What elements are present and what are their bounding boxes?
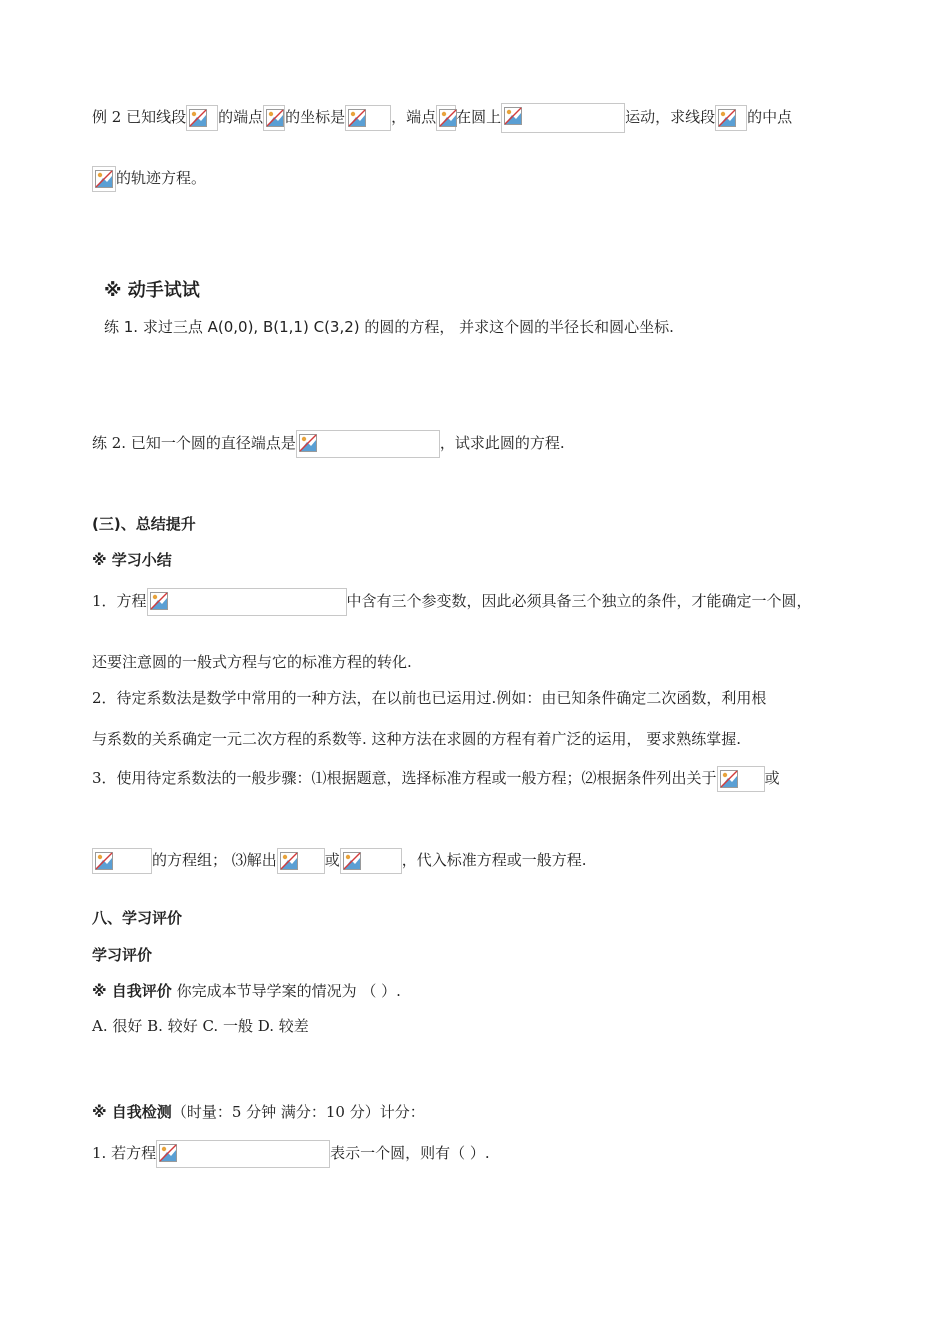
formula-image xyxy=(436,105,456,131)
summary-subheading: ※ 学习小结 xyxy=(92,551,172,569)
summary-item-2: 2．待定系数法是数学中常用的一种方法，在以前也已运用过.例如：由已知条件确定二次函数，利用根 xyxy=(92,689,767,707)
example2-text-2: 的端点 xyxy=(218,108,264,126)
broken-image-icon xyxy=(504,107,522,125)
broken-image-icon xyxy=(720,770,738,788)
example2-line2-text: 的轨迹方程。 xyxy=(116,169,207,187)
summary-item-3-text-d: ，代入标准方程或一般方程. xyxy=(401,851,587,869)
exercise-2-text-b: ，试求此圆的方程. xyxy=(439,434,565,452)
summary-item-3 xyxy=(92,766,780,792)
formula-image xyxy=(92,166,116,192)
summary-item-1 xyxy=(92,588,812,616)
summary-item-3-text-a: 3．使用待定系数法的一般步骤：⑴根据题意，选择标准方程或一般方程；⑵根据条件列出关于 xyxy=(92,769,717,787)
self-evaluation xyxy=(92,981,401,1001)
summary-item-1-text-b: 中含有三个参变数，因此必须具备三个独立的条件，才能确定一个圆， xyxy=(346,592,812,610)
formula-image xyxy=(277,848,325,874)
evaluation-heading: 八、学习评价 xyxy=(92,909,183,927)
question-1 xyxy=(92,1140,490,1168)
formula-image xyxy=(186,105,218,131)
broken-image-icon xyxy=(95,170,113,188)
example2-text-5: 在圆上 xyxy=(456,108,502,126)
formula-image xyxy=(156,1140,330,1168)
example2-text-4: ，端点 xyxy=(391,108,437,126)
broken-image-icon xyxy=(348,109,366,127)
broken-image-icon xyxy=(718,109,736,127)
example2-text-7: 的中点 xyxy=(747,108,793,126)
question-1-text-b: 表示一个圆，则有（ ）. xyxy=(330,1144,490,1162)
summary-item-2-cont: 与系数的关系确定一元二次方程的系数等. 这种方法在求圆的方程有着广泛的运用， 要求熟练掌握. xyxy=(92,730,742,748)
evaluation-options: A. 很好 B. 较好 C. 一般 D. 较差 xyxy=(92,1017,309,1035)
formula-image xyxy=(340,848,402,874)
broken-image-icon xyxy=(189,109,207,127)
self-test-label: ※ 自我检测 xyxy=(92,1103,172,1121)
summary-item-3-text-b: 的方程组； ⑶解出 xyxy=(152,851,277,869)
example2-text-1: 例 2 已知线段 xyxy=(92,108,187,126)
formula-image xyxy=(717,766,765,792)
evaluation-subheading: 学习评价 xyxy=(92,946,153,964)
broken-image-icon xyxy=(150,592,168,610)
broken-image-icon xyxy=(280,852,298,870)
try-heading: ※ 动手试试 xyxy=(104,280,200,301)
exercise-1: 练 1. 求过三点 A(0,0), B(1,1) C(3,2) 的圆的方程， 并求这个圆的半径长和圆心坐标. xyxy=(104,318,674,336)
formula-image xyxy=(345,105,391,131)
broken-image-icon xyxy=(439,109,457,127)
summary-heading: (三)、总结提升 xyxy=(92,515,196,533)
summary-item-3-text-c: 或 xyxy=(324,851,340,869)
summary-item-1-cont: 还要注意圆的一般式方程与它的标准方程的转化. xyxy=(92,653,412,671)
example2-text-3: 的坐标是 xyxy=(285,108,346,126)
broken-image-icon xyxy=(159,1144,177,1162)
broken-image-icon xyxy=(299,434,317,452)
example2-text-6: 运动，求线段 xyxy=(625,108,716,126)
formula-image xyxy=(92,848,152,874)
summary-item-3-or: 或 xyxy=(764,769,780,787)
formula-image xyxy=(715,105,747,131)
self-evaluation-label: ※ 自我评价 xyxy=(92,982,172,1000)
exercise-2 xyxy=(92,430,565,458)
self-test xyxy=(92,1102,425,1122)
broken-image-icon xyxy=(343,852,361,870)
self-evaluation-text: 你完成本节导学案的情况为 （ ）. xyxy=(171,982,401,1000)
broken-image-icon xyxy=(266,109,284,127)
broken-image-icon xyxy=(95,852,113,870)
summary-item-1-text-a: 1．方程 xyxy=(92,592,147,610)
formula-image xyxy=(501,103,625,133)
example2-line2 xyxy=(92,166,206,192)
example2-line1 xyxy=(92,103,792,133)
question-1-text-a: 1. 若方程 xyxy=(92,1144,157,1162)
summary-item-3-cont xyxy=(92,848,587,874)
formula-image xyxy=(147,588,347,616)
exercise-2-text-a: 练 2. 已知一个圆的直径端点是 xyxy=(92,434,296,452)
formula-image xyxy=(296,430,440,458)
self-test-text: （时量：5 分钟 满分：10 分）计分： xyxy=(171,1103,425,1121)
formula-image xyxy=(263,105,285,131)
